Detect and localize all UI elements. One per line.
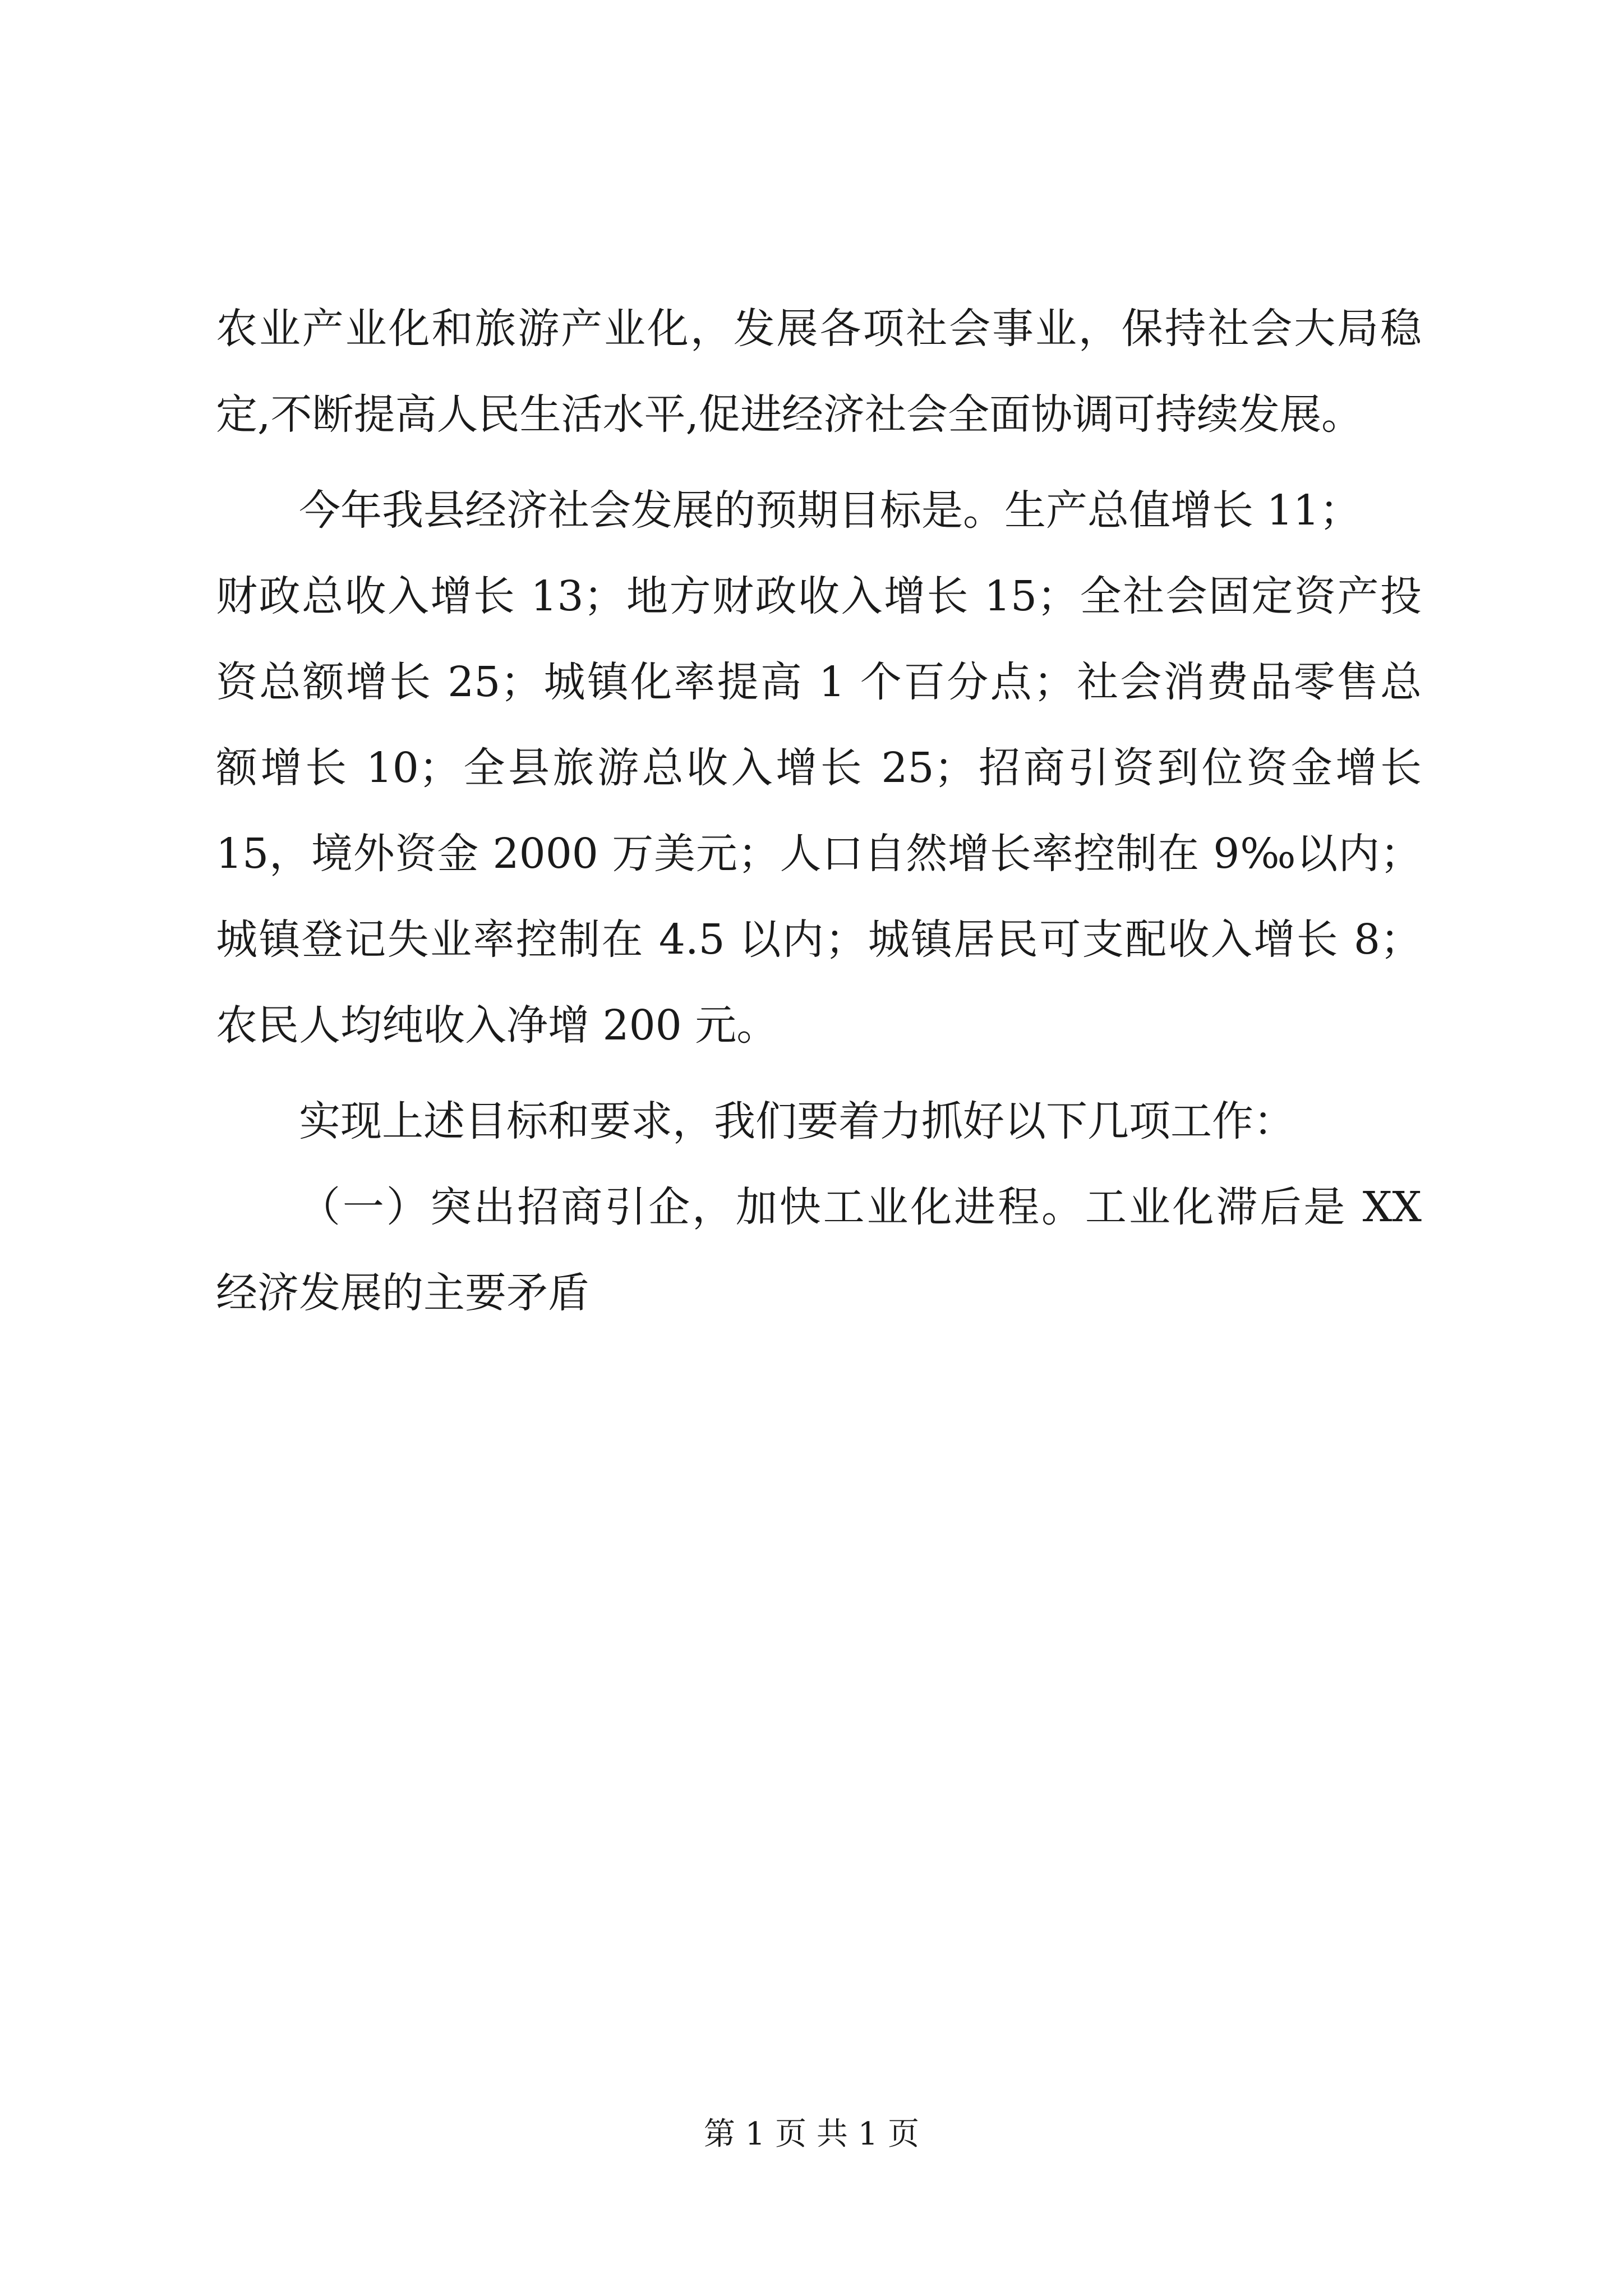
text-line: （一）突出招商引企，加快工业化进程。工业化滞后是 XX [299,1183,1422,1231]
paragraph-3 [216,1079,1422,1165]
paragraph-4 [216,1165,1422,1336]
text-line: 资总额增长 25；城镇化率提高 1 个百分点；社会消费品零售总 [216,658,1422,706]
paragraph-1 [216,286,1422,458]
text-line: 农民人均纯收入净增 200 元。 [216,1001,778,1050]
paragraph-2 [216,468,1422,1069]
text-line: 实现上述目标和要求，我们要着力抓好以下几项工作： [299,1097,1295,1145]
page-footer [0,2115,1623,2154]
text-line: 财政总收入增长 13；地方财政收入增长 15；全社会固定资产投 [216,572,1422,620]
document-body [216,286,1422,1336]
text-line: 城镇登记失业率控制在 4.5 以内；城镇居民可支配收入增长 8； [216,915,1422,964]
text-line: 今年我县经济社会发展的预期目标是。生产总值增长 11； [299,486,1361,535]
page-number-label: 第 1 页 共 1 页 [703,2116,920,2152]
text-line: 额增长 10；全县旅游总收入增长 25；招商引资到位资金增长 [216,744,1422,792]
text-line: 定,不断提高人民生活水平,促进经济社会全面协调可持续发展。 [216,390,1363,439]
text-line: 15，境外资金 2000 万美元；人口自然增长率控制在 9‰以内； [216,830,1422,878]
text-line: 经济发展的主要矛盾 [216,1269,589,1317]
text-line: 农业产业化和旅游产业化，发展各项社会事业，保持社会大局稳 [216,305,1422,353]
